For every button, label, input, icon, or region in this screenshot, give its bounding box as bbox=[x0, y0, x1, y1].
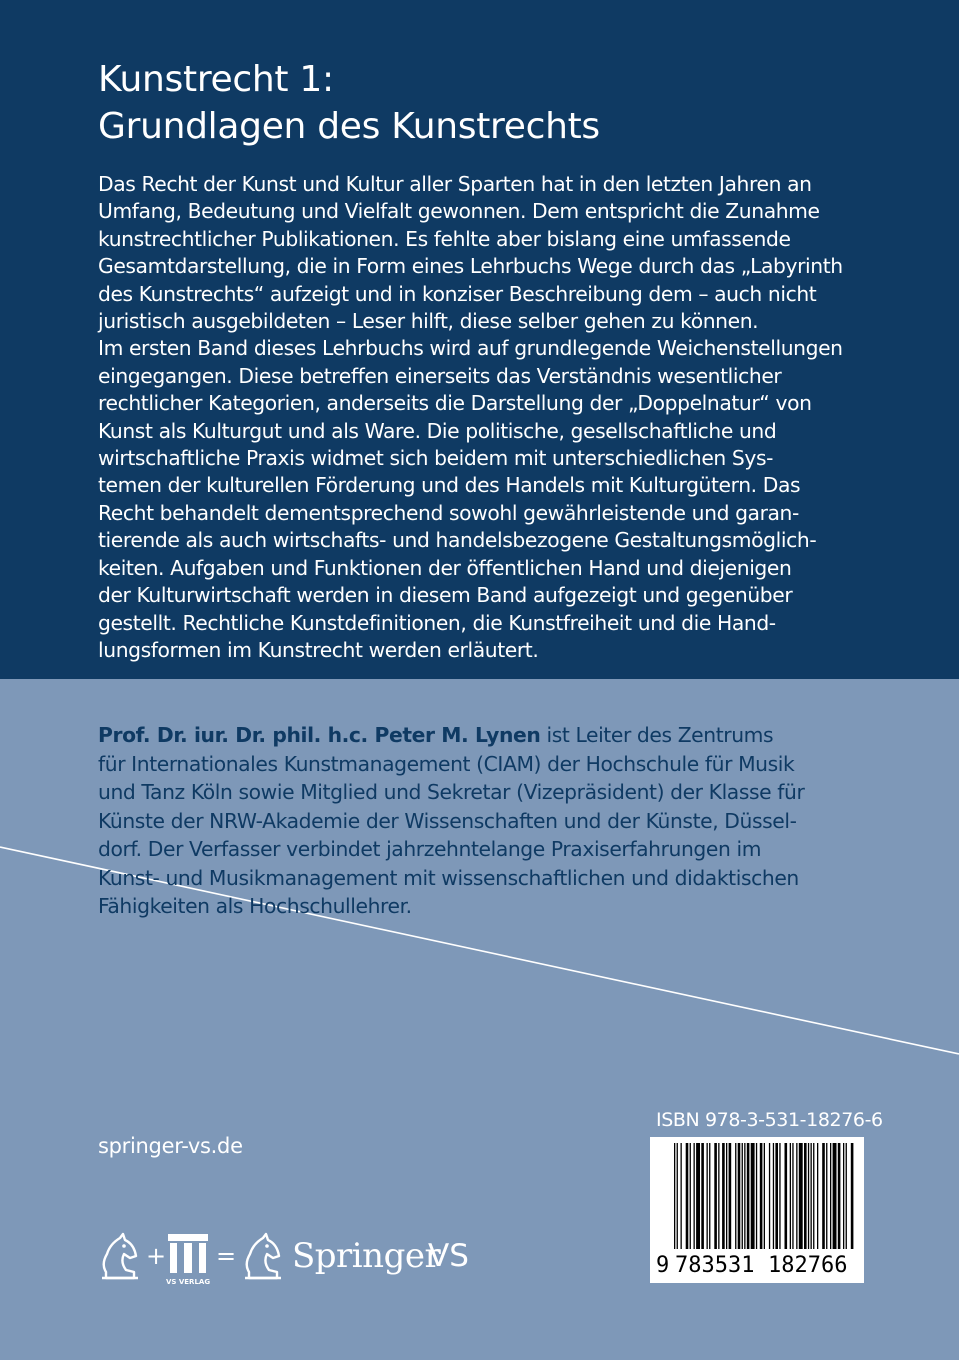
book-title bbox=[98, 56, 878, 150]
vs-verlag-logo-icon bbox=[166, 1234, 210, 1286]
book-description bbox=[98, 171, 878, 664]
author-bio-line: Künste der NRW-Akademie der Wissenschaften und der Künste, Düssel- bbox=[98, 808, 797, 833]
website-link[interactable]: springer-vs.de bbox=[98, 1134, 243, 1158]
author-bio-line: und Tanz Köln sowie Mitglied und Sekretar (Vizepräsident) der Klasse für bbox=[98, 780, 805, 804]
description-line: wirtschaftliche Praxis widmet sich beidem mit unterschiedlichen Sys- bbox=[98, 446, 774, 471]
description-line: Das Recht der Kunst und Kultur aller Sparten hat in den letzten Jahren an bbox=[98, 172, 812, 196]
description-line: Im ersten Band dieses Lehrbuchs wird auf grundlegende Weichenstellungen bbox=[98, 336, 843, 361]
barcode-digits bbox=[650, 1252, 864, 1280]
springer-horse-logo-icon bbox=[98, 1232, 142, 1282]
description-line: lungsformen im Kunstrecht werden erläutert. bbox=[98, 637, 539, 662]
author-name: Prof. Dr. iur. Dr. phil. h.c. Peter M. Lynen bbox=[98, 723, 541, 747]
description-line: des Kunstrechts“ aufzeigt und in konziser Beschreibung dem – auch nicht bbox=[98, 281, 817, 306]
description-line: Kunst als Kulturgut und als Ware. Die politische, gesellschaftliche und bbox=[98, 418, 777, 443]
isbn-label: ISBN 978-3-531-18276-6 bbox=[656, 1109, 883, 1131]
description-line: gestellt. Rechtliche Kunstdefinitionen, die Kunstfreiheit und die Hand- bbox=[98, 610, 776, 635]
vs-verlag-caption: VS VERLAG bbox=[166, 1278, 210, 1286]
barcode bbox=[650, 1137, 864, 1283]
top-panel bbox=[0, 0, 959, 679]
springer-vs-horse-logo-icon bbox=[240, 1232, 286, 1282]
description-line: eingegangen. Diese betreffen einerseits das Verständnis wesentlicher bbox=[98, 363, 782, 388]
publisher-suffix: VS bbox=[428, 1238, 469, 1274]
title-line-2: Grundlagen des Kunstrechts bbox=[98, 106, 600, 147]
description-line: kunstrechtlicher Publikationen. Es fehlte aber bislang eine umfassende bbox=[98, 226, 791, 251]
author-bio-line: dorf. Der Verfasser verbindet jahrzehntelange Praxiserfahrungen im bbox=[98, 837, 762, 861]
barcode-first-digit: 9 bbox=[656, 1253, 670, 1278]
description-line: der Kulturwirtschaft werden in diesem Band aufgezeigt und gegenüber bbox=[98, 583, 793, 608]
equals-sign: = bbox=[216, 1242, 237, 1270]
author-bio-line: Fähigkeiten als Hochschullehrer. bbox=[98, 894, 412, 918]
description-line: temen der kulturellen Förderung und des Handels mit Kulturgütern. Das bbox=[98, 473, 801, 498]
author-bio-line: für Internationales Kunstmanagement (CIAM) der Hochschule für Musik bbox=[98, 751, 795, 776]
author-bio-line: Kunst- und Musikmanagement mit wissenschaftlichen und didaktischen bbox=[98, 865, 799, 890]
description-line: keiten. Aufgaben und Funktionen der öffentlichen Hand und diejenigen bbox=[98, 555, 792, 580]
barcode-right-group: 182766 bbox=[768, 1253, 848, 1278]
author-bio bbox=[98, 721, 878, 921]
title-line-1: Kunstrecht 1: bbox=[98, 59, 334, 100]
plus-sign: + bbox=[146, 1242, 167, 1270]
description-line: Recht behandelt dementsprechend sowohl gewährleistende und garan- bbox=[98, 500, 799, 525]
description-line: juristisch ausgebildeten – Leser hilft, diese selber gehen zu können. bbox=[98, 309, 759, 334]
author-bio-line1-rest: ist Leiter des Zentrums bbox=[540, 723, 774, 747]
description-line: tierende als auch wirtschafts- und handelsbezogene Gestaltungsmöglich- bbox=[98, 528, 817, 553]
author-bio-line bbox=[98, 721, 878, 750]
description-line: rechtlicher Kategorien, anderseits die Darstellung der „Doppelnatur“ von bbox=[98, 391, 812, 416]
barcode-left-group: 783531 bbox=[675, 1253, 755, 1278]
publisher-logos bbox=[98, 1228, 478, 1288]
description-line: Umfang, Bedeutung und Vielfalt gewonnen. Dem entspricht die Zunahme bbox=[98, 199, 820, 224]
publisher-name: Springer bbox=[292, 1236, 441, 1276]
description-line: Gesamtdarstellung, die in Form eines Lehrbuchs Wege durch das „Labyrinth bbox=[98, 254, 843, 279]
